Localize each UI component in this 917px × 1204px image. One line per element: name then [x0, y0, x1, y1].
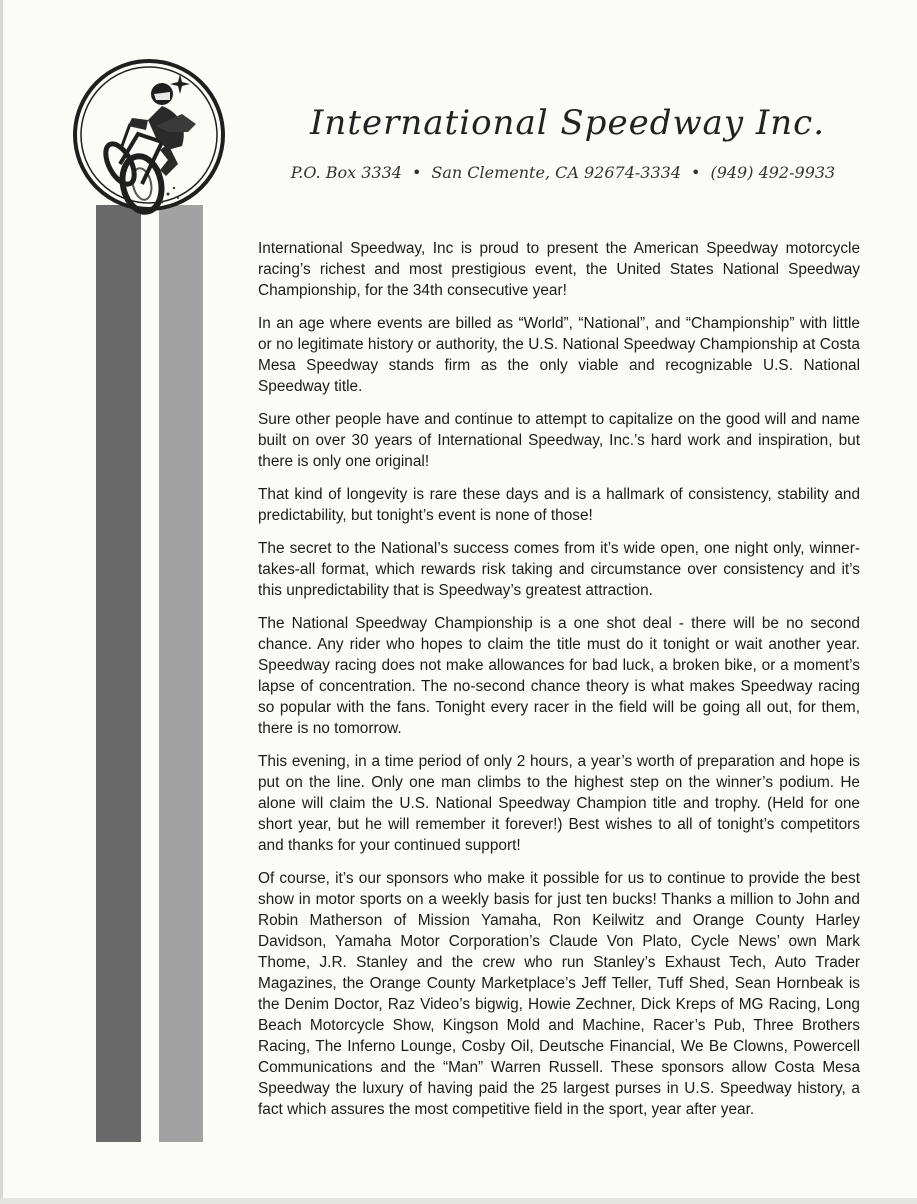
- phone-number: (949) 492-9933: [710, 163, 836, 182]
- decorative-stripe-light: [159, 205, 203, 1142]
- po-box: P.O. Box 3334: [290, 163, 402, 182]
- paragraph-one-shot: The National Speedway Championship is a one shot deal - there will be no second chance. Any rider who hopes to claim the title must do it tonight or wait another year. Speedway racing does not make allowances for bad luck, a broken bike, or a moment’s lapse of concentration. The no-second chance theory is what makes Speedway racing so popular with the fans. Tonight every racer in the field will be going all out, for them, there is no tomorrow.: [258, 615, 860, 737]
- paragraph-original: Sure other people have and continue to attempt to capitalize on the good will and name built on over 30 years of International Speedway, Inc.’s hard work and inspiration, but there is only one original!: [258, 411, 860, 470]
- letterhead-address: [258, 163, 868, 182]
- page-bottom-edge: [0, 1198, 917, 1204]
- decorative-stripe-dark: [96, 205, 141, 1142]
- separator-bullet: •: [691, 163, 701, 182]
- speedway-rider-icon: [70, 54, 228, 220]
- city-address: San Clemente, CA 92674-3334: [431, 163, 682, 182]
- paragraph-evening: This evening, in a time period of only 2 hours, a year’s worth of preparation and hope is put on the line. Only one man climbs to the highest step on the winner’s podium. He alone will claim the U.S. National Speedway Champion title and trophy. (Held for one short year, but he will remember it forever!) Best wishes to all of tonight’s competitors and thanks for your continued support!: [258, 753, 860, 854]
- paragraph-sponsors: Of course, it’s our sponsors who make it possible for us to continue to provide the best show in motor sports on a weekly basis for just ten bucks! Thanks a million to John and Robin Matherson of Mission Yamaha, Ron Keilwitz and Orange County Harley Davidson, Yamaha Motor Corporation’s Claude Von Plato, Cycle News’ own Mark Thome, J.R. Stanley and the crew who run Stanley’s Exhaust Tech, Auto Trader Magazines, the Orange County Marketplace’s Jeff Teller, Tuff Shed, Sean Hornbeak is the Denim Doctor, Raz Video’s bigwig, Howie Zechner, Dick Kreps of MG Racing, Long Beach Motorcycle Show, Kingson Mold and Machine, Racer’s Pub, Three Brothers Racing, The Inferno Lounge, Cosby Oil, Deutsche Financial, We Be Clowns, Powercell Communications and the “Man” Warren Russell. These sponsors allow Costa Mesa Speedway the luxury of having paid the 25 largest purses in U.S. Speedway history, a fact which assures the most competitive field in the sport, year after year.: [258, 870, 860, 1118]
- letter-body: [258, 238, 860, 1132]
- page-edge: [0, 0, 3, 1204]
- paragraph-longevity: That kind of longevity is rare these days and is a hallmark of consistency, stability and predictability, but tonight’s event is none of those!: [258, 486, 860, 524]
- separator-bullet: •: [411, 163, 422, 182]
- paragraph-intro: International Speedway, Inc is proud to present the American Speedway motorcycle racing’s richest and most prestigious event, the United States National Speedway Championship, for the 34th consecutive year!: [258, 240, 860, 299]
- paragraph-legitimacy: In an age where events are billed as “World”, “National”, and “Championship” with little or no legitimate history or authority, the U.S. National Speedway Championship at Costa Mesa Speedway stands firm as the only viable and recognizable U.S. National Speedway title.: [258, 315, 860, 395]
- paragraph-format: The secret to the National’s success comes from it’s wide open, one night only, winner-takes-all format, which rewards risk taking and circumstance over consistency and it’s this unpredictability that is Speedway’s greatest attraction.: [258, 540, 860, 599]
- company-name: International Speedway Inc.: [310, 103, 826, 143]
